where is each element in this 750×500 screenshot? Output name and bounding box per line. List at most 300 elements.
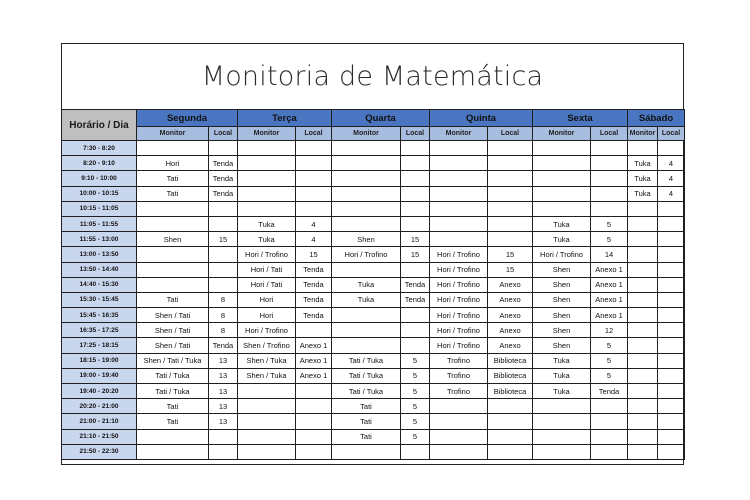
monitor-cell xyxy=(628,277,658,292)
table-row xyxy=(62,262,685,277)
local-cell: 13 xyxy=(209,368,238,383)
local-cell xyxy=(658,308,685,323)
local-cell xyxy=(488,186,533,201)
local-cell: 12 xyxy=(591,323,628,338)
day-header-row xyxy=(62,110,685,127)
local-cell xyxy=(488,171,533,186)
monitor-cell xyxy=(137,141,209,156)
local-cell xyxy=(488,399,533,414)
time-slot-cell: 20:20 - 21:00 xyxy=(62,399,137,414)
monitor-cell xyxy=(628,399,658,414)
local-cell xyxy=(658,201,685,216)
local-cell: 4 xyxy=(658,186,685,201)
time-slot-cell: 10:00 - 10:15 xyxy=(62,186,137,201)
table-row xyxy=(62,338,685,353)
local-cell xyxy=(591,171,628,186)
local-cell xyxy=(658,141,685,156)
local-cell: 15 xyxy=(209,232,238,247)
table-row xyxy=(62,323,685,338)
local-cell: Tenda xyxy=(296,292,332,307)
local-cell: Anexo 1 xyxy=(591,262,628,277)
monitor-cell xyxy=(628,338,658,353)
local-cell xyxy=(401,171,430,186)
local-cell xyxy=(488,414,533,429)
corner-header: Horário / Dia xyxy=(62,110,137,141)
local-cell xyxy=(401,444,430,459)
monitor-cell xyxy=(238,384,296,399)
monitor-cell xyxy=(332,216,401,231)
local-cell xyxy=(488,216,533,231)
monitor-cell xyxy=(628,141,658,156)
time-slot-cell: 18:15 - 19:00 xyxy=(62,353,137,368)
monitor-cell: Hori / Trofino xyxy=(430,338,488,353)
monitor-cell xyxy=(238,399,296,414)
monitor-cell: Shen xyxy=(533,338,591,353)
local-cell: 15 xyxy=(401,247,430,262)
time-slot-cell: 19:40 - 20:20 xyxy=(62,384,137,399)
local-cell xyxy=(296,414,332,429)
monitor-cell: Hori xyxy=(238,292,296,307)
monitor-cell xyxy=(238,444,296,459)
monitor-cell: Hori / Trofino xyxy=(533,247,591,262)
local-cell: 4 xyxy=(658,171,685,186)
monitor-cell xyxy=(332,141,401,156)
monitor-header: Monitor xyxy=(332,127,401,141)
monitor-cell xyxy=(533,399,591,414)
monitor-cell: Tuka xyxy=(628,156,658,171)
monitor-cell xyxy=(238,201,296,216)
monitor-cell: Shen / Trofino xyxy=(238,338,296,353)
local-cell xyxy=(296,323,332,338)
local-cell: 5 xyxy=(591,338,628,353)
monitor-cell: Tati / Tuka xyxy=(137,368,209,383)
local-cell: 13 xyxy=(209,414,238,429)
table-row xyxy=(62,353,685,368)
local-cell: Anexo xyxy=(488,277,533,292)
monitor-cell xyxy=(137,444,209,459)
table-row xyxy=(62,444,685,459)
monitor-cell: Hori / Trofino xyxy=(430,247,488,262)
local-cell: 13 xyxy=(209,384,238,399)
local-cell xyxy=(658,262,685,277)
local-cell: 5 xyxy=(401,414,430,429)
monitor-cell xyxy=(332,186,401,201)
monitor-cell: Trofino xyxy=(430,368,488,383)
day-header-segunda: Segunda xyxy=(137,110,238,127)
local-cell: 5 xyxy=(401,399,430,414)
monitor-cell: Hori / Trofino xyxy=(430,292,488,307)
local-cell xyxy=(591,414,628,429)
monitor-cell: Tati xyxy=(332,399,401,414)
time-slot-cell: 7:30 - 8:20 xyxy=(62,141,137,156)
local-cell xyxy=(296,201,332,216)
local-cell xyxy=(296,384,332,399)
local-cell: 8 xyxy=(209,323,238,338)
local-cell: 5 xyxy=(591,368,628,383)
monitor-cell xyxy=(430,216,488,231)
time-slot-cell: 13:00 - 13:50 xyxy=(62,247,137,262)
local-cell xyxy=(209,201,238,216)
monitor-cell xyxy=(430,414,488,429)
monitor-cell xyxy=(628,201,658,216)
local-cell xyxy=(658,277,685,292)
monitor-cell xyxy=(430,444,488,459)
monitor-header: Monitor xyxy=(238,127,296,141)
monitor-cell: Shen xyxy=(137,232,209,247)
sub-header-row xyxy=(62,127,685,141)
local-cell: Anexo 1 xyxy=(296,368,332,383)
monitor-cell: Tati xyxy=(137,186,209,201)
monitor-cell xyxy=(332,338,401,353)
local-cell xyxy=(658,444,685,459)
local-cell xyxy=(591,429,628,444)
monitor-cell: Tati xyxy=(137,414,209,429)
time-slot-cell: 19:00 - 19:40 xyxy=(62,368,137,383)
local-cell: Tenda xyxy=(401,292,430,307)
local-header: Local xyxy=(209,127,238,141)
local-cell xyxy=(209,141,238,156)
monitor-cell: Hori / Trofino xyxy=(238,323,296,338)
time-slot-cell: 13:50 - 14:40 xyxy=(62,262,137,277)
local-cell xyxy=(401,262,430,277)
table-row xyxy=(62,399,685,414)
local-cell: 5 xyxy=(591,216,628,231)
monitor-cell: Tati / Tuka xyxy=(332,384,401,399)
local-cell xyxy=(658,247,685,262)
local-cell xyxy=(658,399,685,414)
local-header: Local xyxy=(658,127,685,141)
local-cell: Biblioteca xyxy=(488,368,533,383)
monitor-cell: Tati / Tuka xyxy=(137,384,209,399)
monitor-cell: Tuka xyxy=(533,384,591,399)
monitor-header: Monitor xyxy=(533,127,591,141)
monitor-cell xyxy=(238,171,296,186)
schedule-body xyxy=(62,141,685,460)
local-header: Local xyxy=(488,127,533,141)
local-cell xyxy=(296,156,332,171)
monitor-cell: Tati xyxy=(137,292,209,307)
monitor-cell xyxy=(332,444,401,459)
local-cell: 5 xyxy=(591,232,628,247)
monitor-cell xyxy=(628,414,658,429)
monitor-cell: Hori / Tati xyxy=(238,277,296,292)
monitor-cell xyxy=(137,429,209,444)
monitor-cell xyxy=(238,156,296,171)
day-header-quarta: Quarta xyxy=(332,110,430,127)
local-cell: Tenda xyxy=(401,277,430,292)
local-cell: Anexo 1 xyxy=(296,338,332,353)
monitor-cell xyxy=(533,186,591,201)
local-cell xyxy=(658,323,685,338)
local-cell: 8 xyxy=(209,292,238,307)
monitor-cell xyxy=(238,141,296,156)
monitor-cell: Tuka xyxy=(533,216,591,231)
time-slot-cell: 10:15 - 11:05 xyxy=(62,201,137,216)
monitor-cell xyxy=(533,201,591,216)
local-cell xyxy=(296,171,332,186)
time-slot-cell: 21:10 - 21:50 xyxy=(62,429,137,444)
local-cell xyxy=(658,292,685,307)
local-cell: 4 xyxy=(658,156,685,171)
monitor-cell: Shen / Tati / Tuka xyxy=(137,353,209,368)
table-row xyxy=(62,141,685,156)
monitor-cell: Shen xyxy=(533,323,591,338)
monitor-cell xyxy=(137,216,209,231)
day-header-quinta: Quinta xyxy=(430,110,533,127)
monitor-cell: Tati xyxy=(332,429,401,444)
monitor-cell xyxy=(628,444,658,459)
monitor-cell xyxy=(332,171,401,186)
time-slot-cell: 16:35 - 17:25 xyxy=(62,323,137,338)
local-cell: 13 xyxy=(209,399,238,414)
local-cell: 13 xyxy=(209,353,238,368)
monitor-cell xyxy=(430,141,488,156)
monitor-cell xyxy=(430,399,488,414)
local-cell xyxy=(591,141,628,156)
local-cell xyxy=(591,201,628,216)
monitor-cell: Shen / Tuka xyxy=(238,368,296,383)
table-row xyxy=(62,429,685,444)
monitor-cell xyxy=(533,444,591,459)
monitor-cell: Hori xyxy=(137,156,209,171)
local-cell xyxy=(209,262,238,277)
monitor-cell: Tati / Tuka xyxy=(332,353,401,368)
monitor-cell xyxy=(430,201,488,216)
monitor-cell xyxy=(430,171,488,186)
monitor-cell xyxy=(628,323,658,338)
local-cell xyxy=(209,247,238,262)
local-cell: Tenda xyxy=(209,186,238,201)
monitor-cell: Hori / Trofino xyxy=(332,247,401,262)
monitor-cell: Hori / Trofino xyxy=(430,308,488,323)
local-cell xyxy=(591,186,628,201)
local-cell xyxy=(401,201,430,216)
local-cell: 8 xyxy=(209,308,238,323)
local-cell xyxy=(209,216,238,231)
local-cell xyxy=(401,156,430,171)
page-title: Monitoria de Matemática xyxy=(201,60,544,92)
local-cell: 15 xyxy=(488,262,533,277)
table-row xyxy=(62,216,685,231)
monitor-cell xyxy=(332,201,401,216)
local-cell xyxy=(401,338,430,353)
local-cell xyxy=(209,429,238,444)
local-cell xyxy=(401,216,430,231)
local-cell xyxy=(658,429,685,444)
monitor-cell: Hori / Trofino xyxy=(238,247,296,262)
table-row xyxy=(62,171,685,186)
monitor-cell xyxy=(628,368,658,383)
time-slot-cell: 11:05 - 11:55 xyxy=(62,216,137,231)
monitor-cell xyxy=(628,384,658,399)
local-cell xyxy=(209,444,238,459)
local-cell: 5 xyxy=(401,429,430,444)
local-cell: 15 xyxy=(401,232,430,247)
local-header: Local xyxy=(591,127,628,141)
monitor-cell xyxy=(533,429,591,444)
monitor-cell xyxy=(332,308,401,323)
local-cell xyxy=(591,444,628,459)
monitor-cell xyxy=(628,232,658,247)
monitor-cell xyxy=(533,141,591,156)
time-slot-cell: 15:30 - 15:45 xyxy=(62,292,137,307)
monitor-cell: Tuka xyxy=(533,368,591,383)
local-cell xyxy=(296,429,332,444)
monitor-cell xyxy=(628,308,658,323)
monitor-cell xyxy=(137,262,209,277)
local-cell xyxy=(591,399,628,414)
local-cell: 5 xyxy=(401,384,430,399)
local-cell: 5 xyxy=(591,353,628,368)
local-cell xyxy=(296,399,332,414)
local-cell xyxy=(488,201,533,216)
monitor-cell xyxy=(533,156,591,171)
monitor-cell: Tuka xyxy=(332,277,401,292)
monitor-cell: Tati xyxy=(137,171,209,186)
local-cell xyxy=(658,338,685,353)
local-cell: Anexo xyxy=(488,338,533,353)
monitor-cell xyxy=(238,429,296,444)
local-cell: Anexo 1 xyxy=(591,292,628,307)
local-cell: 5 xyxy=(401,353,430,368)
monitor-cell xyxy=(628,262,658,277)
local-cell: Tenda xyxy=(591,384,628,399)
monitor-cell xyxy=(137,247,209,262)
local-cell: 15 xyxy=(488,247,533,262)
local-cell xyxy=(296,141,332,156)
monitor-cell: Trofino xyxy=(430,353,488,368)
monitor-header: Monitor xyxy=(628,127,658,141)
local-cell: 4 xyxy=(296,216,332,231)
monitor-header: Monitor xyxy=(137,127,209,141)
table-row xyxy=(62,292,685,307)
monitor-cell: Tuka xyxy=(533,353,591,368)
local-cell xyxy=(658,384,685,399)
local-cell: Tenda xyxy=(209,156,238,171)
local-cell: Biblioteca xyxy=(488,384,533,399)
monitor-cell: Shen xyxy=(332,232,401,247)
schedule-table xyxy=(61,109,685,460)
time-slot-cell: 11:55 - 13:00 xyxy=(62,232,137,247)
local-cell xyxy=(209,277,238,292)
monitor-cell xyxy=(430,186,488,201)
table-row xyxy=(62,368,685,383)
time-slot-cell: 21:50 - 22:30 xyxy=(62,444,137,459)
local-cell xyxy=(658,232,685,247)
monitor-cell: Trofino xyxy=(430,384,488,399)
monitor-cell: Hori / Tati xyxy=(238,262,296,277)
monitor-cell: Tuka xyxy=(238,232,296,247)
local-cell xyxy=(401,308,430,323)
time-slot-cell: 21:00 - 21:10 xyxy=(62,414,137,429)
monitor-cell xyxy=(533,171,591,186)
monitor-cell: Hori / Trofino xyxy=(430,323,488,338)
local-cell xyxy=(658,216,685,231)
monitor-cell xyxy=(628,429,658,444)
time-slot-cell: 14:40 - 15:30 xyxy=(62,277,137,292)
table-row xyxy=(62,247,685,262)
monitor-cell xyxy=(430,156,488,171)
local-cell xyxy=(296,186,332,201)
local-cell: Tenda xyxy=(209,171,238,186)
monitor-cell xyxy=(628,353,658,368)
local-cell xyxy=(658,353,685,368)
local-cell: 15 xyxy=(296,247,332,262)
local-cell: Tenda xyxy=(296,308,332,323)
local-cell: Tenda xyxy=(296,277,332,292)
table-row xyxy=(62,201,685,216)
monitor-cell xyxy=(430,232,488,247)
monitor-cell xyxy=(430,429,488,444)
table-row xyxy=(62,384,685,399)
monitor-cell: Shen / Tati xyxy=(137,308,209,323)
local-header: Local xyxy=(401,127,430,141)
local-cell: Tenda xyxy=(296,262,332,277)
local-cell: 5 xyxy=(401,368,430,383)
time-slot-cell: 17:25 - 18:15 xyxy=(62,338,137,353)
time-slot-cell: 9:10 - 10:00 xyxy=(62,171,137,186)
local-cell: Anexo 1 xyxy=(296,353,332,368)
monitor-cell: Tati xyxy=(332,414,401,429)
local-cell xyxy=(401,141,430,156)
monitor-cell xyxy=(332,156,401,171)
monitor-cell xyxy=(332,323,401,338)
local-cell xyxy=(296,444,332,459)
local-cell xyxy=(488,156,533,171)
monitor-cell xyxy=(533,414,591,429)
local-cell xyxy=(401,323,430,338)
day-header-terca: Terça xyxy=(238,110,332,127)
monitor-cell: Tuka xyxy=(628,186,658,201)
local-cell: 4 xyxy=(296,232,332,247)
table-row xyxy=(62,156,685,171)
monitor-cell: Shen xyxy=(533,262,591,277)
local-cell xyxy=(488,429,533,444)
local-cell: Anexo 1 xyxy=(591,308,628,323)
local-cell: Anexo xyxy=(488,308,533,323)
monitor-cell: Shen xyxy=(533,292,591,307)
local-cell: Anexo 1 xyxy=(591,277,628,292)
monitor-cell: Tuka xyxy=(238,216,296,231)
local-cell: Tenda xyxy=(209,338,238,353)
monitor-cell xyxy=(628,247,658,262)
local-header: Local xyxy=(296,127,332,141)
monitor-cell xyxy=(332,262,401,277)
monitor-cell: Tuka xyxy=(332,292,401,307)
local-cell: Anexo xyxy=(488,323,533,338)
monitor-cell xyxy=(137,277,209,292)
table-row xyxy=(62,308,685,323)
local-cell: 14 xyxy=(591,247,628,262)
monitor-cell xyxy=(137,201,209,216)
monitor-cell xyxy=(238,414,296,429)
monitor-cell xyxy=(628,216,658,231)
monitor-cell: Hori / Trofino xyxy=(430,277,488,292)
monitor-cell: Shen / Tati xyxy=(137,323,209,338)
monitor-cell: Shen xyxy=(533,277,591,292)
local-cell xyxy=(401,186,430,201)
local-cell xyxy=(591,156,628,171)
monitor-cell: Tuka xyxy=(628,171,658,186)
day-header-sexta: Sexta xyxy=(533,110,628,127)
monitor-cell xyxy=(238,186,296,201)
monitor-cell: Shen xyxy=(533,308,591,323)
monitor-cell xyxy=(628,292,658,307)
table-row xyxy=(62,232,685,247)
local-cell xyxy=(658,368,685,383)
monitor-header: Monitor xyxy=(430,127,488,141)
monitor-cell: Tati xyxy=(137,399,209,414)
